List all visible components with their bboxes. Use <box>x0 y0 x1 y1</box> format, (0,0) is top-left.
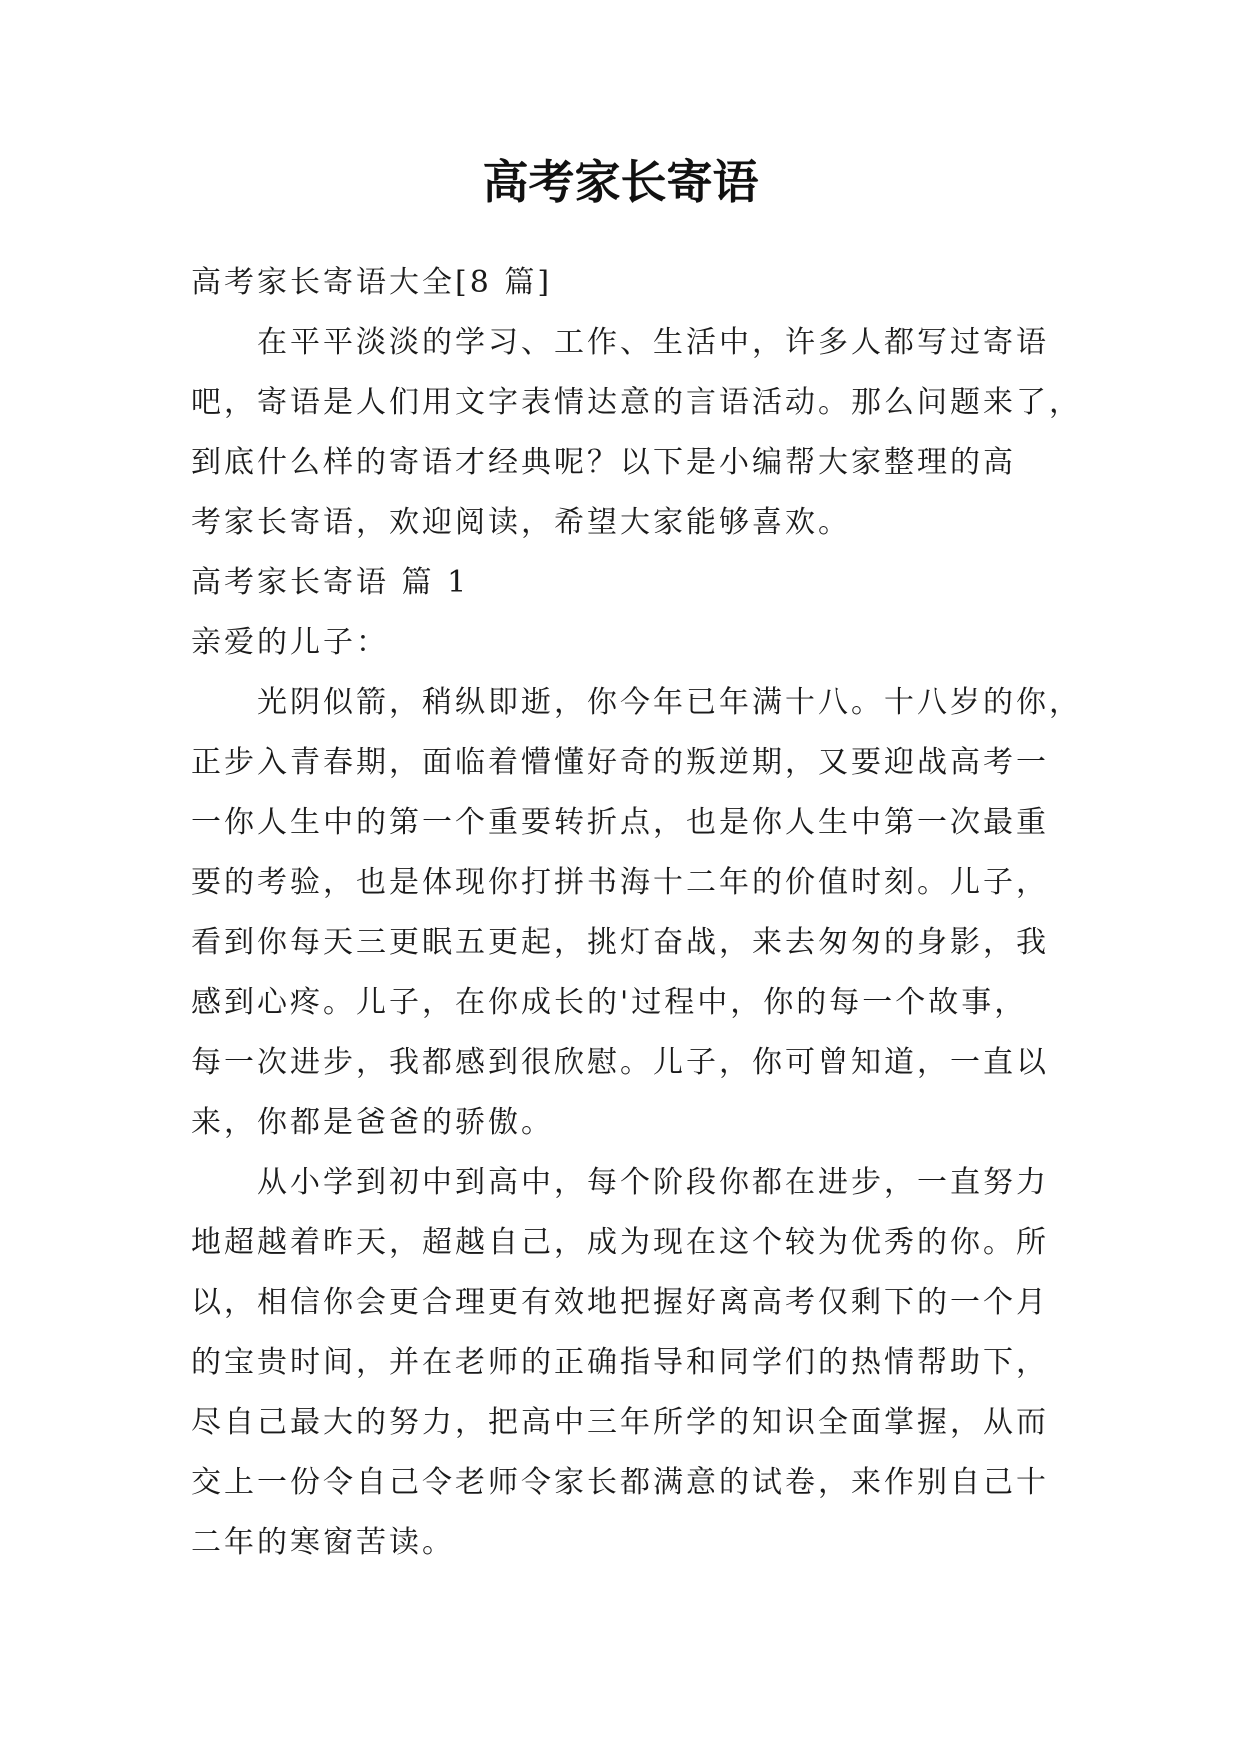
intro-paragraph <box>191 313 1082 553</box>
paragraph-line: 从小学到初中到高中，每个阶段你都在进步，一直努力 <box>257 1165 1049 1200</box>
paragraph-line: 二年的寒窗苦读。 <box>191 1525 455 1560</box>
letter-paragraph-1 <box>191 673 1082 1153</box>
paragraph-line: 来，你都是爸爸的骄傲。 <box>191 1105 554 1140</box>
paragraph-line: 感到心疼。儿子，在你成长的'过程中，你的每一个故事， <box>191 985 1028 1020</box>
intro-line: 吧，寄语是人们用文字表情达意的言语活动。那么问题来了， <box>191 385 1082 420</box>
paragraph-line: 要的考验，也是体现你打拼书海十二年的价值时刻。儿子， <box>191 865 1049 900</box>
intro-line: 在平平淡淡的学习、工作、生活中，许多人都写过寄语 <box>257 325 1049 360</box>
paragraph-line: 一你人生中的第一个重要转折点，也是你人生中第一次最重 <box>191 805 1049 840</box>
paragraph-line: 正步入青春期，面临着懵懂好奇的叛逆期，又要迎战高考一 <box>191 745 1049 780</box>
paragraph-line: 地超越着昨天，超越自己，成为现在这个较为优秀的你。所 <box>191 1225 1049 1260</box>
document-title: 高考家长寄语 <box>482 155 759 209</box>
intro-line: 考家长寄语，欢迎阅读，希望大家能够喜欢。 <box>191 505 851 540</box>
paragraph-line: 每一次进步，我都感到很欣慰。儿子，你可曾知道，一直以 <box>191 1045 1049 1080</box>
paragraph-line: 光阴似箭，稍纵即逝，你今年已年满十八。十八岁的你， <box>257 685 1082 720</box>
document-subtitle: 高考家长寄语大全[8 篇] <box>191 265 553 300</box>
paragraph-line: 交上一份令自己令老师令家长都满意的试卷，来作别自己十 <box>191 1465 1049 1500</box>
paragraph-line: 以，相信你会更合理更有效地把握好离高考仅剩下的一个月 <box>191 1285 1049 1320</box>
paragraph-line: 尽自己最大的努力，把高中三年所学的知识全面掌握，从而 <box>191 1405 1049 1440</box>
salutation: 亲爱的儿子： <box>191 625 389 660</box>
section-heading: 高考家长寄语 篇 1 <box>191 565 470 600</box>
document-body <box>191 253 1082 1573</box>
letter-paragraph-2 <box>191 1153 1061 1573</box>
paragraph-line: 看到你每天三更眠五更起，挑灯奋战，来去匆匆的身影，我 <box>191 925 1049 960</box>
intro-line: 到底什么样的寄语才经典呢？以下是小编帮大家整理的高 <box>191 445 1016 480</box>
paragraph-line: 的宝贵时间，并在老师的正确指导和同学们的热情帮助下， <box>191 1345 1049 1380</box>
